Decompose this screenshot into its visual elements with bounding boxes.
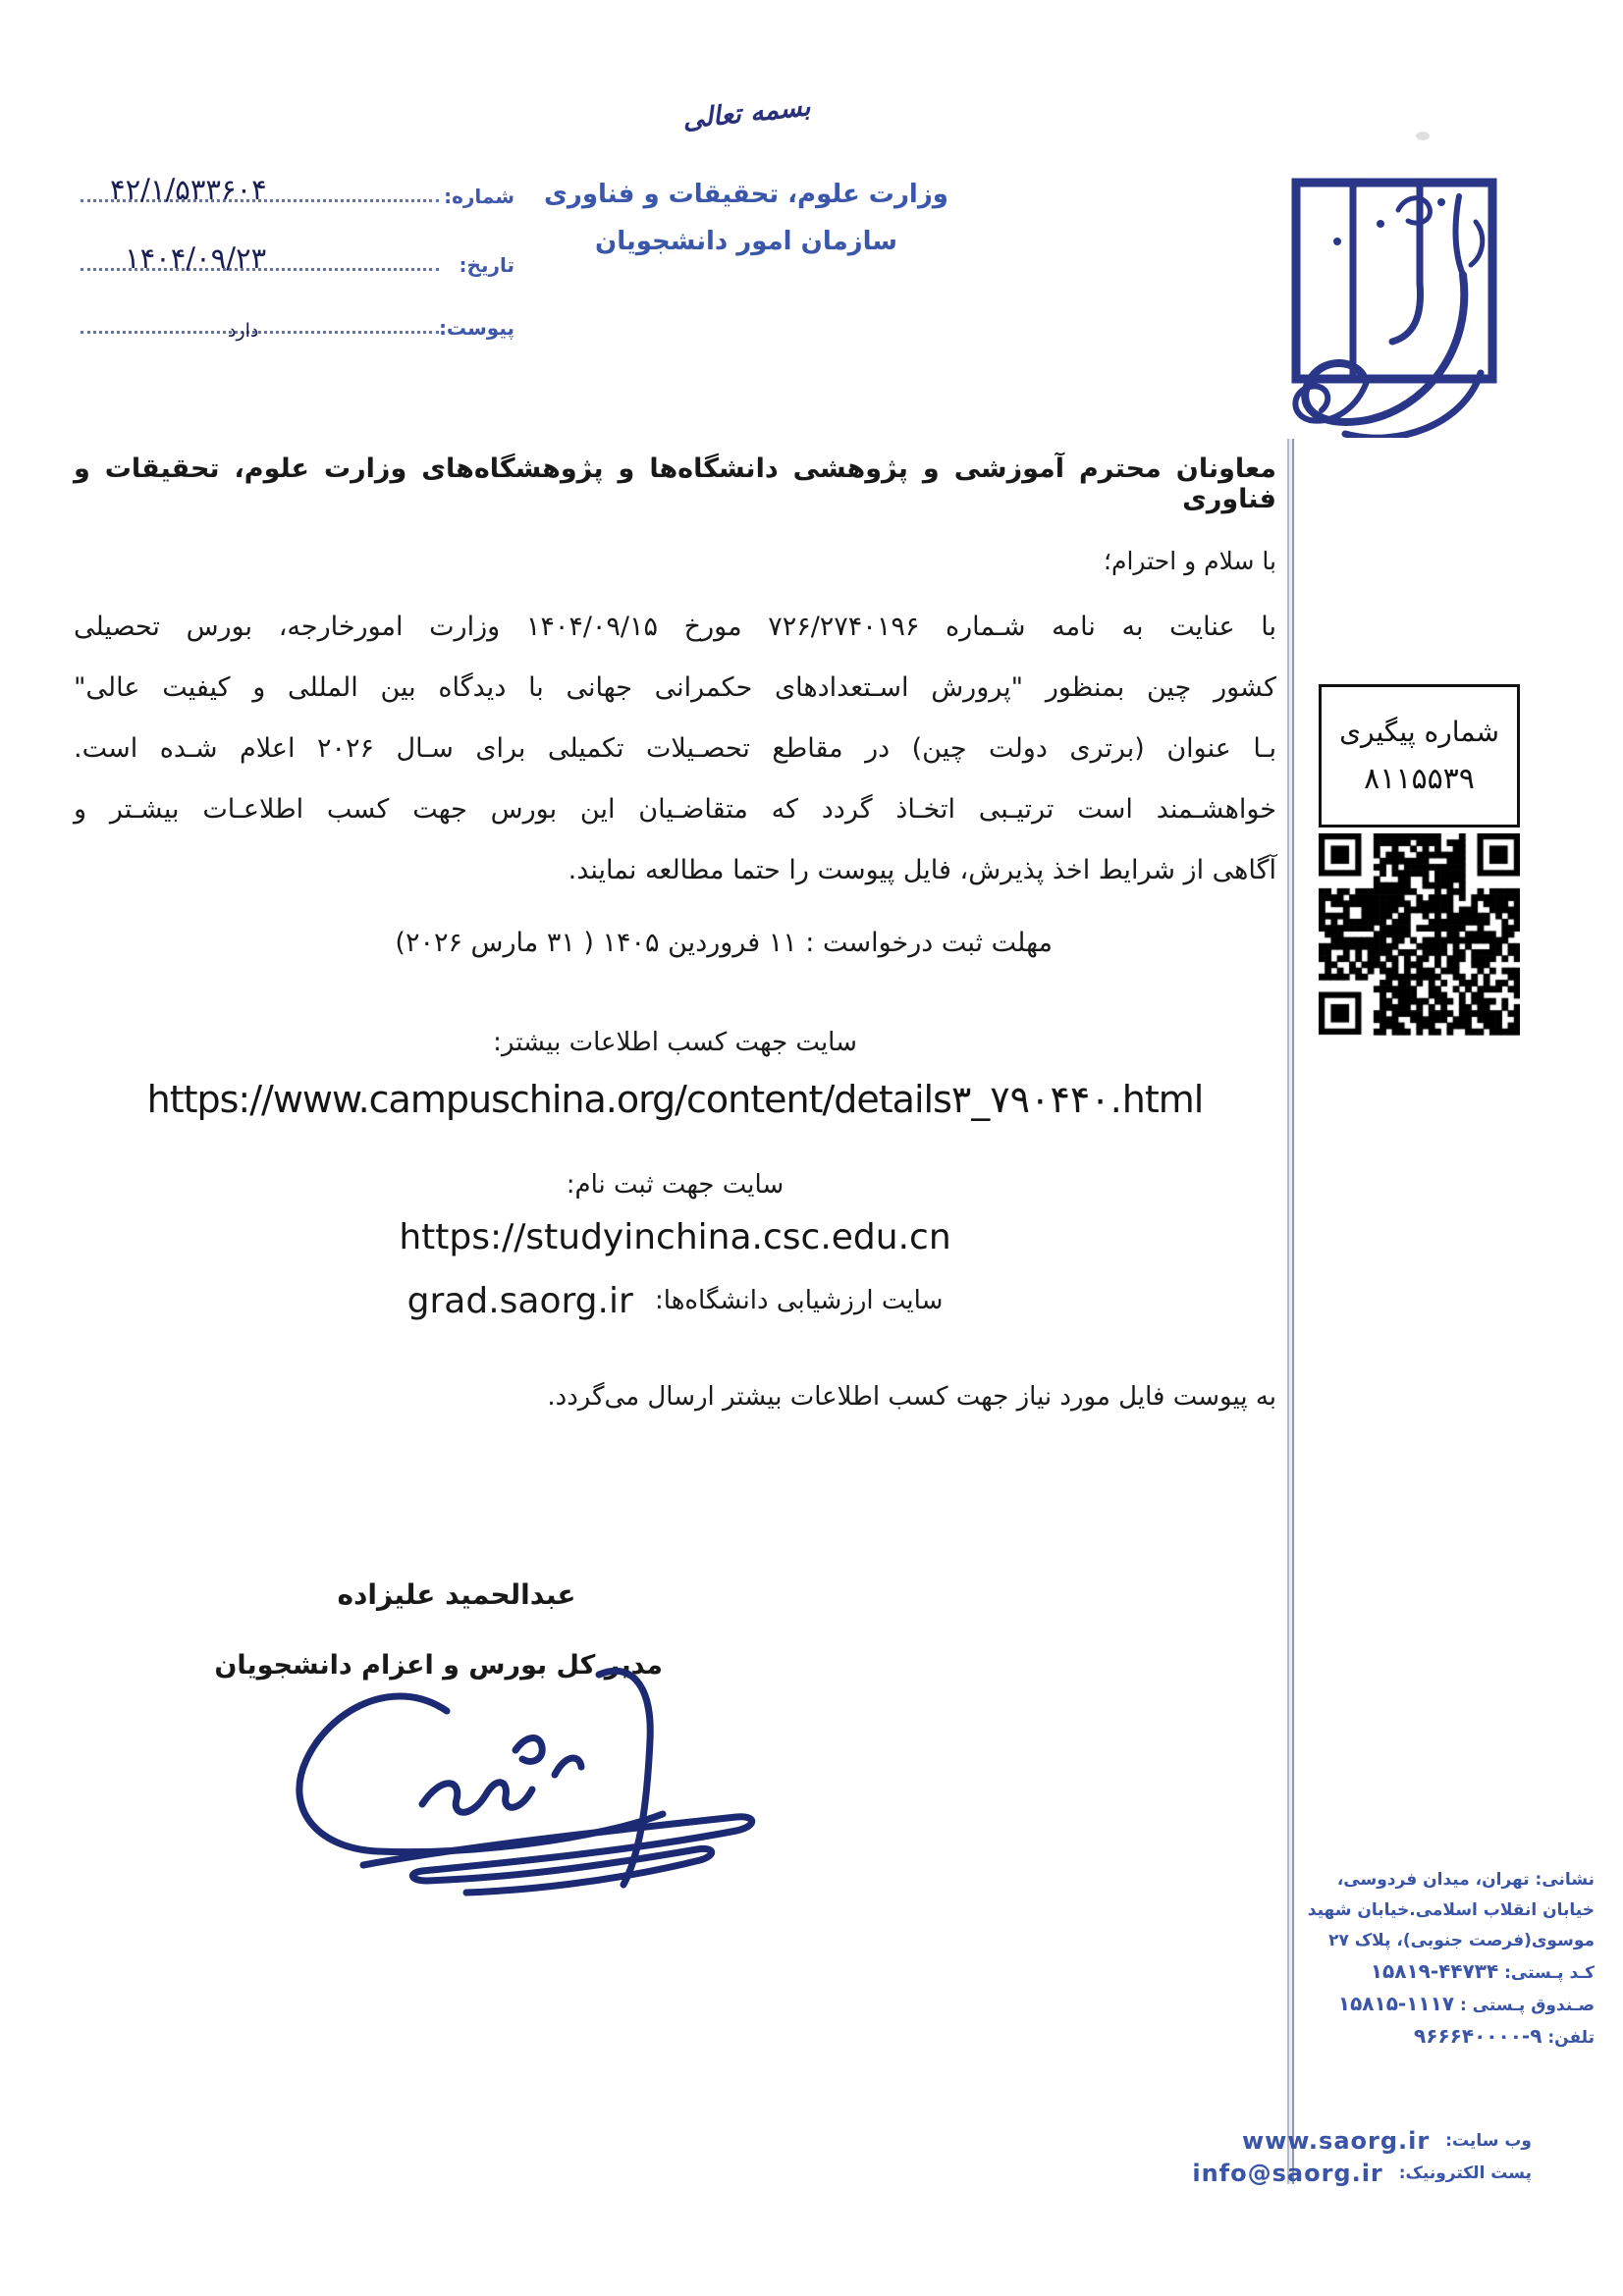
application-deadline-text: مهلت ثبت درخواست : ۱۱ فروردین ۱۴۰۵ ( ۳۱ مارس ۲۰۲۶): [395, 928, 1053, 958]
phone-label: تلفن:: [1547, 2028, 1595, 2048]
attachment-value: دارد: [228, 320, 259, 342]
attachment-note: به پیوست فایل مورد نیاز جهت کسب اطلاعات بیشتر ارسال می‌گردد.: [547, 1382, 1276, 1412]
paragraph-line: با عنایت به نامه شـماره ۷۲۶/۲۷۴۰۱۹۶ مورخ ۱۴۰۴/۰۹/۱۵ وزارت امورخارجه، بورس تحصیلی: [74, 612, 1277, 642]
ministry-name: وزارت علوم، تحقیقات و فناوری: [544, 180, 948, 209]
phone-line: [1298, 2021, 1595, 2054]
website-label: وب سایت:: [1445, 2131, 1532, 2151]
registration-site-url: https://studyinchina.csc.edu.cn: [399, 1217, 951, 1257]
margin-separator-line: [1287, 439, 1294, 2184]
organization-name: سازمان امور دانشجویان: [595, 227, 897, 256]
tracking-number-box: [1319, 684, 1520, 828]
evaluation-site-line: [74, 1281, 1276, 1321]
letter-reference-fields: [81, 147, 522, 347]
email-label: پست الکترونیک:: [1398, 2163, 1532, 2183]
address-line: نشانی: تهران، میدان فردوسی،: [1336, 1870, 1595, 1890]
date-label: تاریخ:: [459, 253, 514, 277]
signer-name: عبدالحمید علیزاده: [337, 1578, 576, 1611]
registration-site-label: سایت جهت ثبت نام:: [566, 1170, 784, 1200]
po-box-line: [1298, 1989, 1595, 2021]
bismillah-text: بسمه تعالی: [680, 91, 812, 135]
date-value: ۱۴۰۴/۰۹/۲۳: [125, 241, 267, 275]
handwritten-signature-graphic: [275, 1657, 776, 1910]
attachment-label: پیوست:: [438, 316, 514, 340]
paragraph-line: کشور چین بمنظور "پرورش اسـتعدادهای حکمرانی جهانی با دیدگاه بین المللی و کیفیت عالی": [74, 672, 1276, 703]
saorg-logo-graphic: [1274, 126, 1520, 438]
qr-code: [1319, 833, 1520, 1036]
footer-web-block: [1075, 2125, 1532, 2190]
email-address: info@saorg.ir: [1192, 2160, 1383, 2187]
letter-paragraph: [74, 597, 1276, 901]
postal-code-label: کـد پـستی:: [1504, 1963, 1595, 1983]
email-line: [1075, 2158, 1532, 2190]
letter-salutation: معاونان محترم آموزشی و پژوهشی دانشگاه‌ها و پژوهشگاه‌های وزارت علوم، تحقیقات و فناوری: [74, 454, 1276, 514]
postal-code-line: [1298, 1956, 1595, 1989]
address-line: موسوی(فرصت جنوبی)، پلاک ۲۷: [1328, 1931, 1595, 1950]
letter-greeting: با سلام و احترام؛: [1104, 547, 1276, 575]
info-site-label: سایت جهت کسب اطلاعات بیشتر:: [493, 1028, 857, 1057]
reference-number-label: شماره:: [444, 185, 514, 208]
dotted-line: [81, 331, 439, 334]
website-line: [1075, 2125, 1532, 2158]
po-box-value: ۱۵۸۱۵-۱۱۱۷: [1337, 1992, 1455, 2015]
paragraph-line: خواهشـمند است ترتیـبی اتخـاذ گردد که متقاضـیان این بورس جهت کسب اطلاعـات بیشـتر و: [74, 794, 1276, 825]
handwritten-signature: [275, 1657, 776, 1914]
reference-number-value: ۴۲/۱/۵۳۳۶۰۴: [110, 173, 267, 206]
reference-number-row: [81, 147, 522, 216]
postal-code-value: ۱۵۸۱۹-۴۴۷۳۴: [1370, 1959, 1499, 1983]
paragraph-line: بـا عنوان (برتری دولت چین) در مقاطع تحصـیلات تکمیلی برای سـال ۲۰۲۶ اعلام شـده است.: [74, 733, 1276, 764]
info-site-url: https://www.campuschina.org/content/details۳_۷۹۰۴۴۰.html: [146, 1078, 1204, 1121]
application-deadline: [74, 928, 1276, 958]
signer-title: مدیر کل بورس و اعزام دانشجویان: [214, 1650, 663, 1681]
footer-address-block: [1298, 1865, 1595, 2054]
paragraph-line: آگاهی از شرایط اخذ پذیرش، فایل پیوست را حتما مطالعه نمایند.: [568, 855, 1276, 885]
address-line: خیابان انقلاب اسلامی.خیابان شهید: [1307, 1900, 1595, 1920]
phone-value: ۹۶۶۶۴۰۰۰۰-۹: [1414, 2024, 1542, 2048]
scan-artifact: [1416, 132, 1430, 140]
tracking-number-label: شماره پیگیری: [1339, 716, 1499, 748]
letterhead-center: [511, 91, 982, 256]
evaluation-site-url: grad.saorg.ir: [406, 1281, 633, 1321]
saorg-logo-seal: [1274, 126, 1520, 442]
website-url: www.saorg.ir: [1241, 2127, 1431, 2155]
date-row: [81, 216, 522, 285]
po-box-label: صـندوق پـستی :: [1459, 1996, 1595, 2015]
evaluation-site-label: سایت ارزشیابی دانشگاه‌ها:: [655, 1286, 944, 1315]
attachment-row: [81, 285, 522, 347]
tracking-number-value: ۸۱۱۵۵۳۹: [1364, 762, 1475, 796]
